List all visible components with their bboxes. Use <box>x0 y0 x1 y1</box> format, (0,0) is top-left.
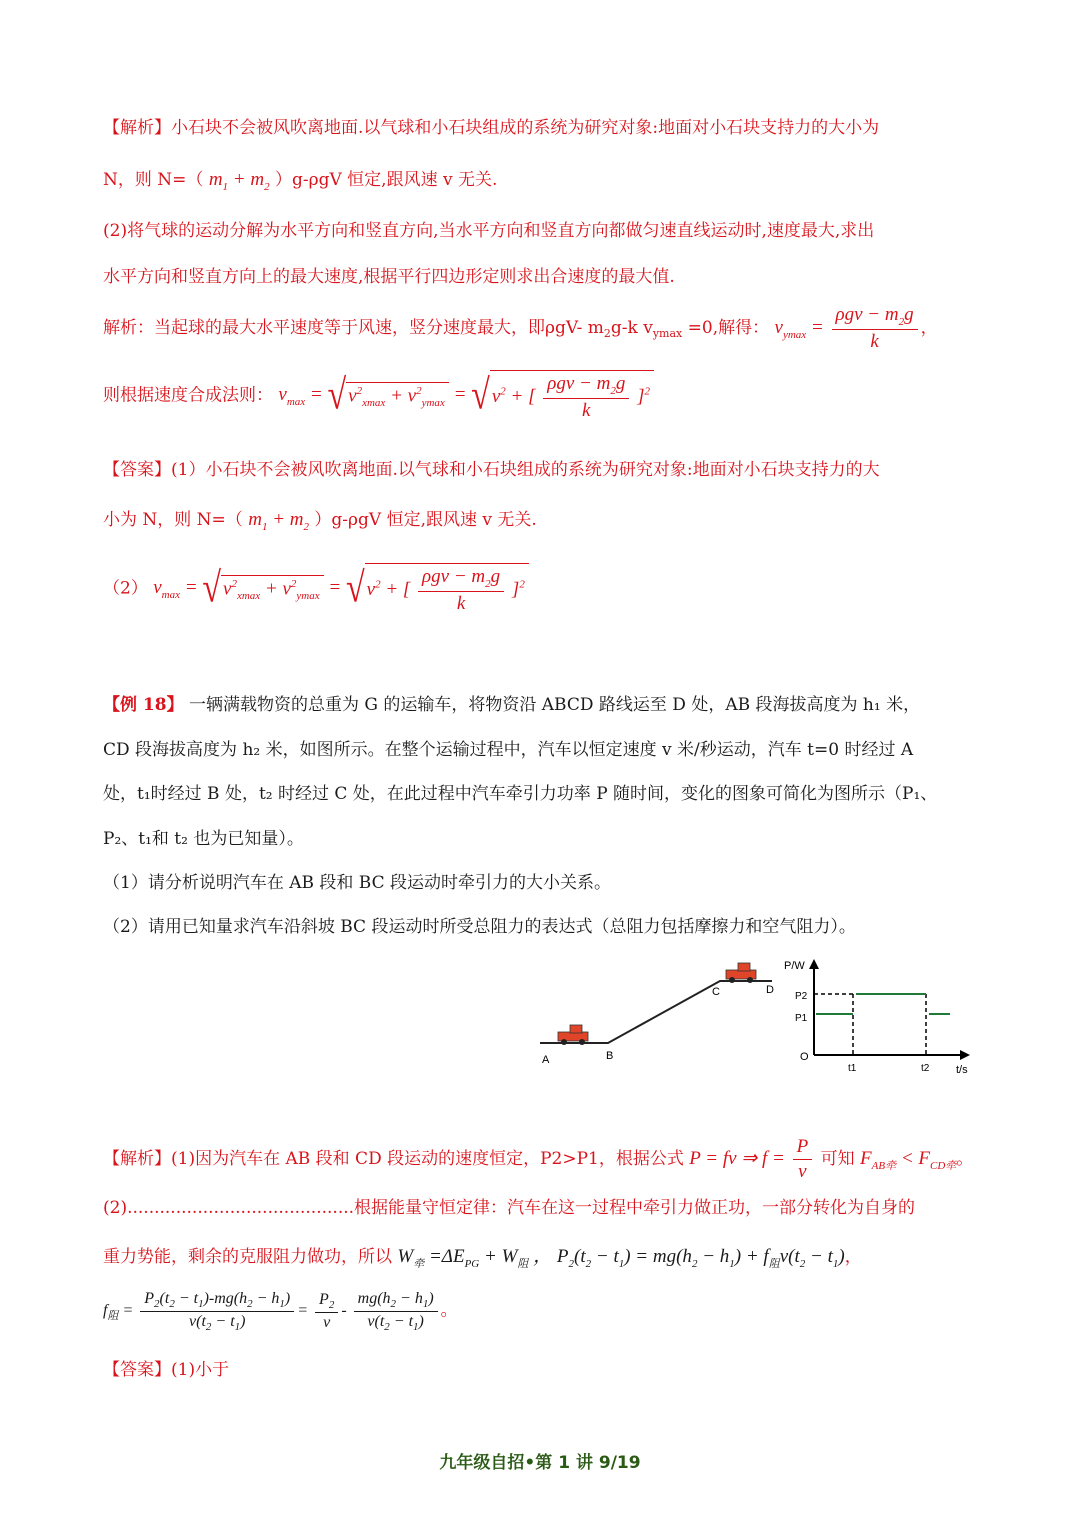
energy-formula: $W_牵 =\Delta E_{PG} + W_阻$ ， $P_2(t_2 - t_1) = mg(h_2 - h_1) + f_阻v(t_2 - t_1)$ <box>397 1246 845 1270</box>
question-2: （2）请用已知量求汽车沿斜坡 BC 段运动时所受总阻力的表达式（总阻力包括摩擦力和空气阻力）。 <box>103 917 856 937</box>
problem-figure <box>530 955 980 1080</box>
t2-label: t2 <box>921 1063 930 1074</box>
part2-line-3: 解析：当起球的最大水平速度等于风速，竖分速度最大，即ρgV- $m_2g-k$ $v_{ymax} =0$,解得： $v_{ymax}$ = $\frac{\rho gv - m_2g}{k}$ ， <box>103 304 938 352</box>
analysis-line-2: N，则 N=（ $m_1 + m_2$ ）g-ρgV 恒定,跟风速 v 无关. <box>103 169 498 193</box>
example-line-1: 【例 18】 一辆满载物资的总重为 G 的运输车，将物资沿 ABCD 路线运至 D 处，AB 段海拔高度为 h₁ 米， <box>103 695 921 715</box>
analysis2-line-4: $f_阻$ = $\frac{P_2(t_2 - t_1)-mg(h_2 - h_1)}{v(t_2 - t_1)}$ = $\frac{P_2}{v}$ - $\frac{mg(h_2 - h_1)}{v(t_2 - t_1)}$ 。 <box>103 1290 458 1334</box>
answer-tag: 【答案】 <box>103 460 171 480</box>
vmax-formula-2: $v_{max}$ = √ $v^2_{xmax} + v^2_{ymax}$ = √ $v^2$ + [ $\frac{\rho gv - m_2g}{k}$ ]$^2$ <box>153 577 529 598</box>
part2-line-2: 水平方向和竖直方向上的最大速度,根据平行四边形定则求出合速度的最大值. <box>103 267 675 287</box>
label-a: A <box>542 1054 550 1066</box>
p2-label: P2 <box>795 991 808 1002</box>
power-time-graph <box>784 959 970 1076</box>
analysis-line-1: 【解析】小石块不会被风吹离地面.以气球和小石块组成的系统为研究对象:地面对小石块支持力的大小为 <box>103 118 880 138</box>
vymax-formula: $v_{ymax}$ = $\frac{\rho gv - m_2g}{k}$ <box>775 317 921 338</box>
example-line-4: P₂、t₁和 t₂ 也为已知量）。 <box>103 829 304 849</box>
example-tag: 【例 18】 <box>103 695 184 715</box>
label-c: C <box>712 986 720 998</box>
analysis2-line-1: 【解析】(1)因为汽车在 AB 段和 CD 段运动的速度恒定，P2>P1，根据公式 P = fv ⇒ f = $\frac{P}{v}$ 可知 $F_{AB牵} < F_{CD牵}$。 <box>103 1136 974 1182</box>
answer-line-1: 【答案】(1）小石块不会被风吹离地面.以气球和小石块组成的系统为研究对象:地面对小石块支持力的大 <box>103 460 880 480</box>
answer2-tag: 【答案】 <box>103 1360 171 1380</box>
origin-label: O <box>800 1051 809 1063</box>
analysis-tag: 【解析】 <box>103 118 171 138</box>
analysis2-line-3: 重力势能，剩余的克服阻力做功，所以 $W_牵 =\Delta E_{PG} + W_阻$ ， $P_2(t_2 - t_1) = mg(h_2 - h_1) + f_阻v(t_2 - t_1)$， <box>103 1246 862 1270</box>
analysis2-line-2: (2)..........................................根据能量守恒定律：汽车在这一过程中牵引力做正功，一部分转化为自身的 <box>103 1198 916 1218</box>
label-b: B <box>606 1050 614 1062</box>
answer-line-3: （2） $v_{max}$ = √ $v^2_{xmax} + v^2_{ymax}$ = √ $v^2$ + [ $\frac{\rho gv - m_2g}{k}$ ]$^2$ <box>103 563 529 615</box>
resistance-formula: $f_阻$ = $\frac{P_2(t_2 - t_1)-mg(h_2 - h_1)}{v(t_2 - t_1)}$ = $\frac{P_2}{v}$ - $\frac{mg(h_2 - h_1)}{v(t_2 - t_1)}$ <box>103 1302 441 1319</box>
answer2-line: 【答案】(1)小于 <box>103 1360 230 1380</box>
vmax-formula-1: $v_{max}$ = √ $v^2_{xmax} + v^2_{ymax}$ = √ $v^2$ + [ $\frac{\rho gv - m_2g}{k}$ ]$^2$ <box>278 384 654 405</box>
question-1: （1）请分析说明汽车在 AB 段和 BC 段运动时牵引力的大小关系。 <box>103 873 612 893</box>
t1-label: t1 <box>848 1063 857 1074</box>
example-line-3: 处，t₁时经过 B 处，t₂ 时经过 C 处，在此过程中汽车牵引力功率 P 随时间，变化的图象可简化为图所示（P₁、 <box>103 784 938 804</box>
power-formula: P = fv ⇒ f = $\frac{P}{v}$ <box>689 1148 815 1169</box>
label-d: D <box>766 984 774 996</box>
analysis2-tag: 【解析】 <box>103 1148 171 1169</box>
answer-line-2: 小为 N，则 N=（ $m_1 + m_2$ ）g-ρgV 恒定,跟风速 v 无关. <box>103 509 537 533</box>
page-footer: 九年级自招•第 1 讲 9/19 <box>439 1453 641 1473</box>
example-line-2: CD 段海拔高度为 h₂ 米，如图所示。在整个运输过程中，汽车以恒定速度 v 米/秒运动，汽车 t=0 时经过 A <box>103 740 914 760</box>
y-axis-label: P/W <box>784 960 805 972</box>
part2-line-1: (2)将气球的运动分解为水平方向和竖直方向,当水平方向和竖直方向都做匀速直线运动时,速度最大,求出 <box>103 221 875 241</box>
mass-sum-formula: $m_1 + m_2$ <box>208 169 270 193</box>
part2-line-4: 则根据速度合成法则： $v_{max}$ = √ $v^2_{xmax} + v^2_{ymax}$ = √ $v^2$ + [ $\frac{\rho gv - m_2g}{k}$ ]$^2$ <box>103 370 654 422</box>
p1-label: P1 <box>795 1013 808 1024</box>
x-axis-label: t/s <box>956 1064 968 1076</box>
